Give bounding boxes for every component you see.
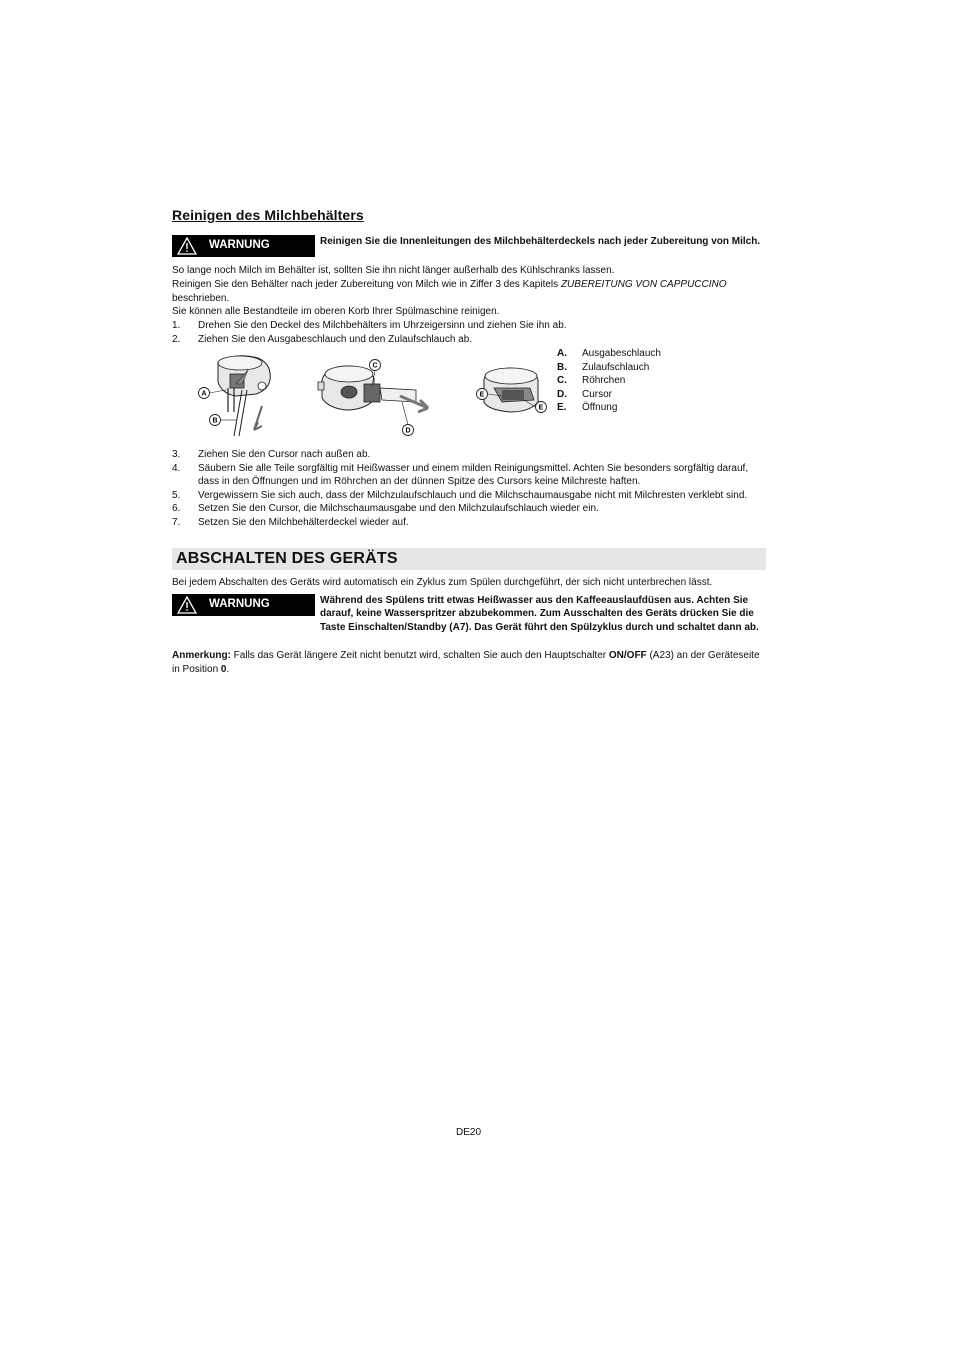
- label-b: B: [212, 417, 218, 425]
- figure-remove-hoses: [196, 350, 286, 440]
- label-a: A: [201, 390, 207, 398]
- warning-label: WARNUNG: [209, 598, 270, 611]
- legend-item: C. Röhrchen: [557, 375, 626, 387]
- section-title-milk-container: Reinigen des Milchbehälters: [172, 207, 364, 223]
- paragraph-clean-container: Reinigen Sie den Behälter nach jeder Zubereitung von Milch wie in Ziffer 3 des Kapitels ZUBEREITUNG VON CAPPUCCINO beschrieben.: [172, 279, 727, 304]
- list-item: 5. Vergewissern Sie sich auch, dass der Milchzulaufschlauch und die Milchschaumausgabe nicht mit Milchresten verklebt sind.: [172, 489, 748, 501]
- paragraph-rinse-cycle: Bei jedem Abschalten des Geräts wird automatisch ein Zyklus zum Spülen durchgeführt, der sich nicht unterbrechen lässt.: [172, 577, 713, 588]
- steps-list-1: [172, 319, 766, 346]
- legend-item: A. Ausgabeschlauch: [557, 348, 661, 359]
- figure-openings: [472, 360, 552, 420]
- list-item: 6. Setzen Sie den Cursor, die Milchschaumausgabe und den Milchzulaufschlauch wieder ein.: [172, 503, 599, 515]
- figure-remove-cursor: [316, 356, 436, 440]
- list-item: 3. Ziehen Sie den Cursor nach außen ab.: [172, 449, 371, 460]
- label-c: C: [372, 362, 378, 370]
- warning-label: WARNUNG: [209, 239, 270, 252]
- warning-text-2: Während des Spülens tritt etwas Heißwasser aus den Kaffeeauslaufdüsen aus. Achten Sie darauf, keine Wasserspritzer abzubekommen. Zum Ausschalten des Geräts drücken Sie die Taste Einschalten/Standby (A7). Das Gerät führt den Spülzyklus durch und schaltet dann ab.: [320, 595, 759, 633]
- warning-triangle-icon: [177, 596, 197, 614]
- list-item: 2. Ziehen Sie den Ausgabeschlauch und den Zulaufschlauch ab.: [172, 333, 473, 345]
- note-label: Anmerkung:: [172, 650, 231, 661]
- switch-position: 0: [220, 663, 227, 675]
- warning-badge-2: [172, 594, 315, 616]
- note-paragraph: Anmerkung: Falls das Gerät längere Zeit nicht benutzt wird, schalten Sie auch den Hauptschalter ON/OFF (A23) an der Geräteseite in Position 0.: [172, 650, 760, 675]
- list-item: 7. Setzen Sie den Milchbehälterdeckel wieder auf.: [172, 516, 409, 528]
- list-item: 1. Drehen Sie den Deckel des Milchbehälters im Uhrzeigersinn und ziehen Sie ihn ab.: [172, 320, 567, 331]
- label-e-left: E: [479, 391, 485, 399]
- switch-name: ON/OFF: [608, 650, 647, 661]
- warning-triangle-icon: [177, 237, 197, 255]
- reference-chapter: ZUBEREITUNG VON CAPPUCCINO: [560, 279, 727, 290]
- paragraph-fridge: So lange noch Milch im Behälter ist, sollten Sie ihn nicht länger außerhalb des Kühlschranks lassen.: [172, 265, 615, 276]
- label-e-right: E: [538, 404, 544, 412]
- warning-text: Reinigen Sie die Innenleitungen des Milchbehälterdeckels nach jeder Zubereitung von Milch.: [320, 236, 761, 247]
- legend-item: E. Öffnung: [557, 402, 618, 414]
- label-d: D: [405, 427, 411, 435]
- paragraph-dishwasher: Sie können alle Bestandteile im oberen Korb Ihrer Spülmaschine reinigen.: [172, 306, 500, 317]
- list-item: 4. Säubern Sie alle Teile sorgfältig mit Heißwasser und einem milden Reinigungsmittel. Achten Sie besonders sorgfältig darauf, dass in den Öffnungen und im Röhrchen an der dünnen Spitze des Cursors keine Milchreste haften.: [172, 462, 749, 488]
- warning-badge: [172, 235, 315, 257]
- page-number: DE20: [456, 1127, 482, 1138]
- steps-list-2: [172, 448, 766, 530]
- section-title-shutdown: ABSCHALTEN DES GERÄTS: [176, 550, 398, 567]
- figure-legend: [557, 347, 661, 415]
- legend-item: B. Zulaufschlauch: [557, 361, 650, 373]
- legend-item: D. Cursor: [557, 388, 613, 400]
